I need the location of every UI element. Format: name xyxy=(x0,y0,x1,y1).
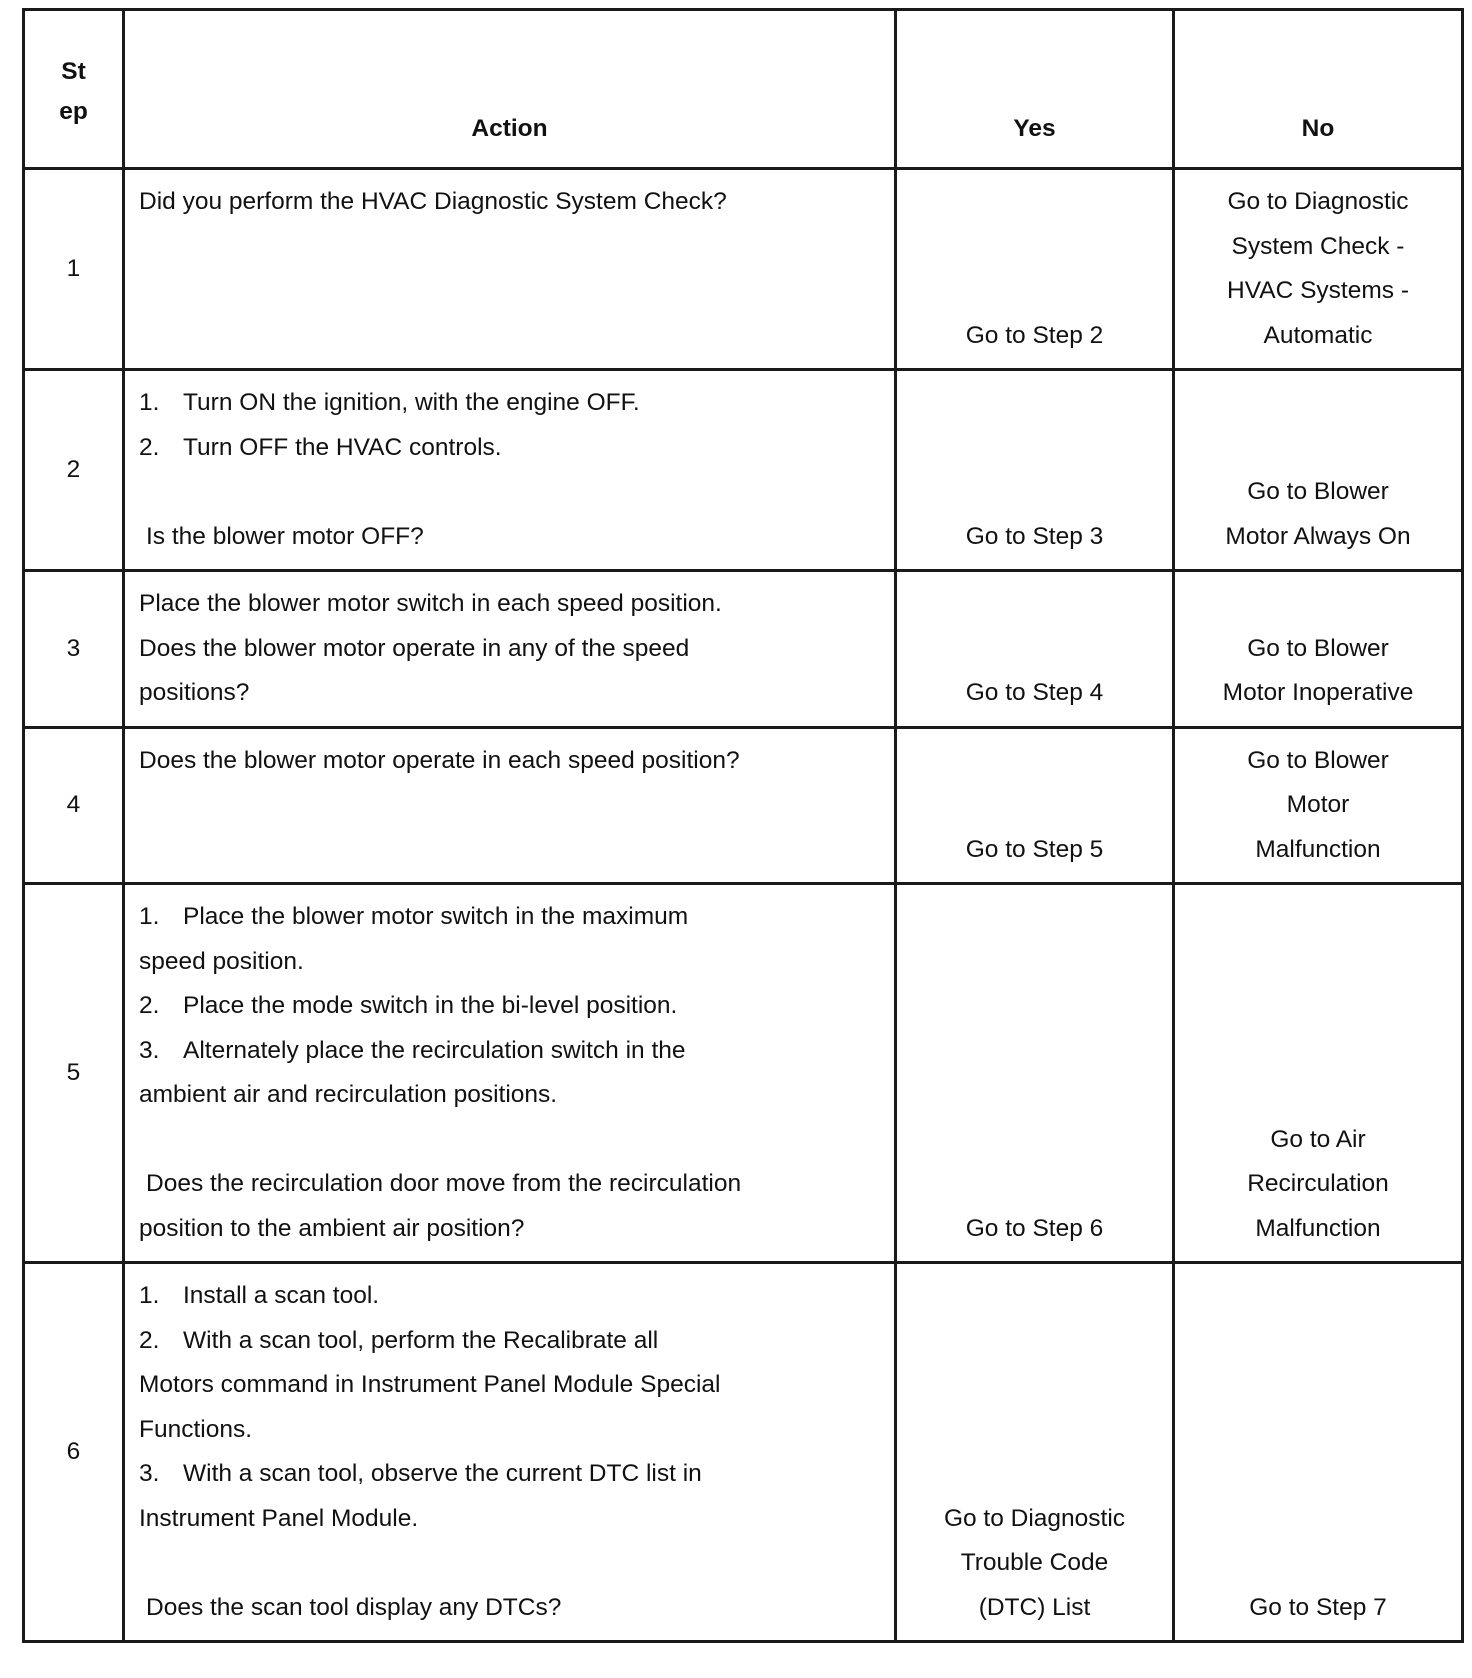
yes-text: Go to Step 3 xyxy=(965,522,1104,550)
action-item xyxy=(139,381,880,426)
action-item-text: Place the blower motor switch in the maximum xyxy=(183,903,689,930)
action-item-text: Place the mode switch in the bi-level position. xyxy=(183,992,678,1019)
table-header-row xyxy=(24,10,1463,169)
action-text: Does the blower motor operate in each speed position? xyxy=(139,746,740,774)
yes-cell xyxy=(896,1263,1174,1642)
header-no-label: No xyxy=(1301,114,1335,142)
action-item-text: With a scan tool, perform the Recalibrate all xyxy=(183,1326,659,1354)
action-item-text: Turn OFF the HVAC controls. xyxy=(183,433,502,461)
yes-cell xyxy=(896,571,1174,728)
yes-cell xyxy=(896,370,1174,571)
action-cell xyxy=(124,169,896,370)
action-item-number: 1. xyxy=(139,1282,160,1309)
step-number: 1 xyxy=(24,169,124,370)
header-action xyxy=(124,10,896,169)
yes-text: Go to Step 6 xyxy=(965,1214,1104,1242)
yes-cell xyxy=(896,884,1174,1263)
action-item xyxy=(139,895,880,940)
step-number: 3 xyxy=(24,571,124,728)
no-text: Go to Step 7 xyxy=(1249,1593,1387,1621)
no-text: Motor xyxy=(1286,791,1350,818)
action-item-number: 1. xyxy=(139,903,160,930)
action-item-number: 2. xyxy=(139,992,160,1019)
action-text: Does the blower motor operate in any of the speed xyxy=(139,634,690,662)
header-yes xyxy=(896,10,1174,169)
no-text: Go to Blower xyxy=(1247,746,1389,774)
action-item xyxy=(139,984,880,1029)
header-step xyxy=(24,10,124,169)
no-cell xyxy=(1174,884,1463,1263)
yes-text: Go to Step 4 xyxy=(965,679,1104,706)
action-cell xyxy=(124,1263,896,1642)
action-item-text: Alternately place the recirculation switch in the xyxy=(183,1036,686,1064)
action-item-text: ambient air and recirculation positions. xyxy=(139,1081,558,1108)
step-number: 2 xyxy=(24,370,124,571)
header-yes-label: Yes xyxy=(1013,114,1056,142)
header-step-line2: ep xyxy=(59,98,88,125)
step-number: 6 xyxy=(24,1263,124,1642)
no-cell xyxy=(1174,727,1463,884)
action-item xyxy=(139,1029,880,1074)
no-text: Go to Air xyxy=(1270,1125,1366,1153)
header-no xyxy=(1174,10,1463,169)
header-action-label: Action xyxy=(471,114,548,142)
table-row xyxy=(24,370,1463,571)
action-text: Did you perform the HVAC Diagnostic System Check? xyxy=(139,188,727,215)
no-text: Go to Blower xyxy=(1247,634,1389,662)
yes-text: (DTC) List xyxy=(978,1593,1091,1621)
action-item-text: speed position. xyxy=(139,947,304,975)
no-text: Malfunction xyxy=(1255,1214,1381,1242)
step-number: 5 xyxy=(24,884,124,1263)
no-cell xyxy=(1174,1263,1463,1642)
action-item-number: 3. xyxy=(139,1036,160,1064)
no-text: HVAC Systems - xyxy=(1227,277,1409,304)
table-row xyxy=(24,884,1463,1263)
action-item-text: Install a scan tool. xyxy=(183,1282,380,1309)
action-question: Is the blower motor OFF? xyxy=(146,522,424,550)
action-item xyxy=(139,1274,880,1319)
yes-text: Trouble Code xyxy=(960,1549,1109,1576)
action-item xyxy=(139,426,880,471)
no-text: System Check - xyxy=(1231,232,1405,260)
action-question: position to the ambient air position? xyxy=(139,1214,525,1242)
yes-text: Go to Step 5 xyxy=(965,835,1104,863)
action-item-text: Turn ON the ignition, with the engine OFF. xyxy=(183,389,640,416)
yes-cell xyxy=(896,169,1174,370)
no-text: Go to Blower xyxy=(1247,478,1389,505)
table-row xyxy=(24,571,1463,728)
action-question: Does the scan tool display any DTCs? xyxy=(146,1593,562,1621)
action-cell xyxy=(124,370,896,571)
no-cell xyxy=(1174,571,1463,728)
no-text: Malfunction xyxy=(1255,835,1381,863)
no-text: Automatic xyxy=(1263,321,1373,349)
action-item-text: Motors command in Instrument Panel Module Special xyxy=(139,1371,721,1398)
action-item xyxy=(139,1452,880,1497)
table-row xyxy=(24,727,1463,884)
action-cell xyxy=(124,571,896,728)
yes-cell xyxy=(896,727,1174,884)
table-row xyxy=(24,169,1463,370)
no-text: Motor Inoperative xyxy=(1222,679,1414,706)
yes-text: Go to Step 2 xyxy=(965,321,1104,349)
no-cell xyxy=(1174,169,1463,370)
no-cell xyxy=(1174,370,1463,571)
diagnostic-table xyxy=(22,8,1464,1643)
action-item-number: 2. xyxy=(139,433,160,461)
action-item-text: With a scan tool, observe the current DTC list in xyxy=(183,1460,702,1487)
action-item-text: Functions. xyxy=(139,1415,253,1443)
action-item xyxy=(139,1319,880,1364)
table-row xyxy=(24,1263,1463,1642)
action-cell xyxy=(124,727,896,884)
no-text: Recirculation xyxy=(1247,1170,1389,1197)
action-cell xyxy=(124,884,896,1263)
step-number: 4 xyxy=(24,727,124,884)
no-text: Go to Diagnostic xyxy=(1227,188,1409,215)
yes-text: Go to Diagnostic xyxy=(943,1504,1126,1532)
header-step-line1: St xyxy=(61,58,86,85)
action-item-number: 1. xyxy=(139,389,160,416)
action-item-text: Instrument Panel Module. xyxy=(139,1504,419,1532)
action-text: Place the blower motor switch in each speed position. xyxy=(139,590,722,617)
action-item-number: 2. xyxy=(139,1326,160,1354)
action-text: positions? xyxy=(139,679,250,706)
action-item-number: 3. xyxy=(139,1460,160,1487)
action-question: Does the recirculation door move from the recirculation xyxy=(146,1170,742,1197)
no-text: Motor Always On xyxy=(1225,522,1411,550)
